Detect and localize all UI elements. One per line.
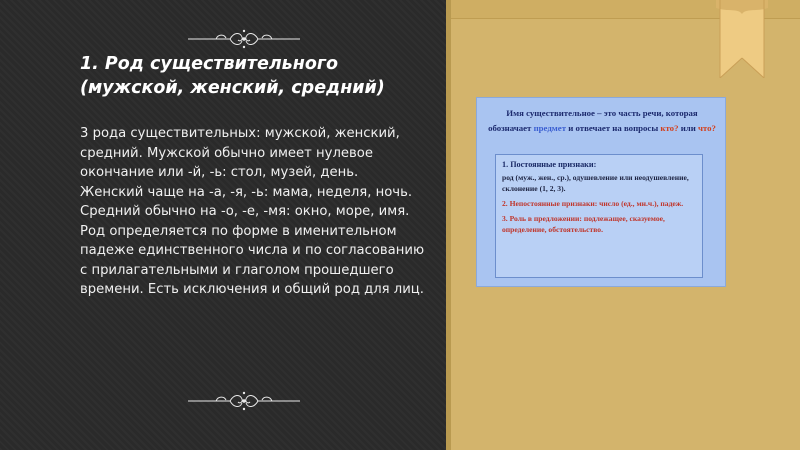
card-header-part1: Имя существительное – это часть речи, которая обозначает <box>488 108 698 133</box>
section1-title: 1. Постоянные признаки: <box>502 160 597 169</box>
bookmark-ribbon-icon <box>716 0 768 78</box>
section2-text: число (ед., мн.ч.), падеж. <box>599 199 684 208</box>
section2-line <box>502 198 696 209</box>
slide-body-text: 3 рода существительных: мужской, женский, средний. Мужской обычно имеет нулевое окончание или -й, -ь: стол, музей, день. Женский чаще на -а, -я, -ь: мама, неделя, ночь. Средний обычно на -о, -е, -мя: окно, море, имя. Род определяется по форме в именительном падеже единственного числа и по согласованию с прилагательными и глаголом прошедшего времени. Есть исключения и общий род для лиц. <box>80 126 425 297</box>
card-header <box>485 106 719 136</box>
section2-title: 2. Непостоянные признаки: <box>502 199 598 208</box>
bottom-ornament-icon <box>186 390 302 412</box>
section1-text: род (муж., жен., ср.), одушевление или неодушевление, склонение (1, 2, 3). <box>502 173 689 193</box>
top-ornament-icon <box>186 28 302 50</box>
noun-definition-card <box>476 97 726 287</box>
card-header-highlight-blue: предмет <box>533 123 567 133</box>
slide-title: 1. Род существительного (мужской, женский, средний) <box>80 54 385 98</box>
card-header-or: или <box>680 123 696 133</box>
card-header-highlight-red1: кто? <box>660 123 679 133</box>
card-header-part2: и отвечает на вопросы <box>568 123 659 133</box>
section3-line <box>502 213 696 235</box>
section3-text: подлежащее, сказуемое, определение, обстоятельство. <box>502 214 665 234</box>
card-inner-box <box>495 154 703 278</box>
card-header-highlight-red2: что? <box>697 123 716 133</box>
section3-title: 3. Роль в предложении: <box>502 214 582 223</box>
